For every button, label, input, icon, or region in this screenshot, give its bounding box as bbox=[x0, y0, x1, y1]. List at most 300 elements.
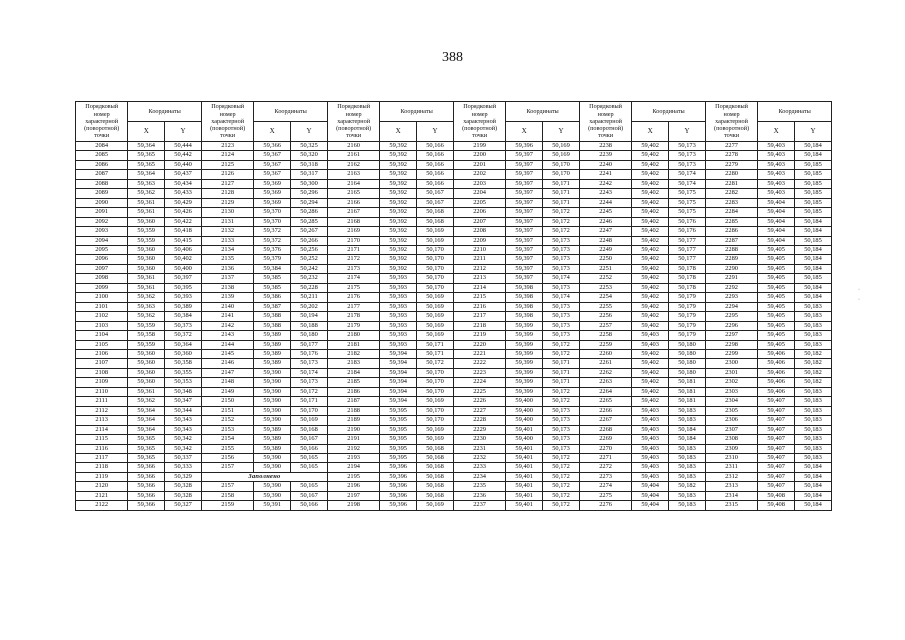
x-cell: 59,406 bbox=[758, 378, 795, 387]
y-cell: 50,168 bbox=[417, 217, 454, 226]
point-number-cell: 2283 bbox=[705, 198, 757, 207]
y-cell: 50,242 bbox=[291, 264, 328, 273]
y-cell: 50,172 bbox=[543, 340, 580, 349]
y-cell: 50,179 bbox=[669, 321, 706, 330]
point-number-cell: 2187 bbox=[327, 397, 379, 406]
x-cell: 59,385 bbox=[254, 274, 291, 283]
y-cell: 50,166 bbox=[417, 170, 454, 179]
x-cell: 59,392 bbox=[380, 208, 417, 217]
y-cell: 50,168 bbox=[291, 425, 328, 434]
x-cell: 59,397 bbox=[506, 198, 543, 207]
y-cell: 50,183 bbox=[795, 397, 832, 406]
y-cell: 50,184 bbox=[795, 482, 832, 491]
point-number-cell: 2090 bbox=[76, 198, 128, 207]
point-number-cell: 2246 bbox=[579, 217, 631, 226]
point-number-cell: 2195 bbox=[327, 472, 379, 481]
y-cell: 50,185 bbox=[795, 198, 832, 207]
point-number-cell: 2271 bbox=[579, 453, 631, 462]
x-cell: 59,392 bbox=[380, 264, 417, 273]
point-number-cell: 2160 bbox=[327, 142, 379, 151]
y-cell: 50,182 bbox=[795, 368, 832, 377]
point-number-cell: 2158 bbox=[201, 491, 253, 500]
x-cell: 59,399 bbox=[506, 387, 543, 396]
y-cell: 50,170 bbox=[417, 245, 454, 254]
point-number-cell: 2087 bbox=[76, 170, 128, 179]
x-cell: 59,389 bbox=[254, 340, 291, 349]
x-cell: 59,361 bbox=[128, 274, 165, 283]
x-cell: 59,403 bbox=[632, 472, 669, 481]
point-number-cell: 2110 bbox=[76, 387, 128, 396]
x-cell: 59,405 bbox=[758, 283, 795, 292]
point-number-cell: 2157 bbox=[201, 482, 253, 491]
y-cell: 50,183 bbox=[795, 387, 832, 396]
x-cell: 59,394 bbox=[380, 368, 417, 377]
y-cell: 50,171 bbox=[543, 179, 580, 188]
x-cell: 59,402 bbox=[632, 208, 669, 217]
y-header: Y bbox=[669, 122, 706, 142]
point-number-cell: 2092 bbox=[76, 217, 128, 226]
y-cell: 50,183 bbox=[669, 453, 706, 462]
y-cell: 50,172 bbox=[543, 491, 580, 500]
table-row bbox=[76, 359, 832, 368]
point-number-cell: 2107 bbox=[76, 359, 128, 368]
y-cell: 50,320 bbox=[291, 151, 328, 160]
point-number-cell: 2084 bbox=[76, 142, 128, 151]
point-number-cell: 2179 bbox=[327, 321, 379, 330]
point-number-cell: 2221 bbox=[453, 349, 505, 358]
point-number-cell: 2228 bbox=[453, 416, 505, 425]
x-cell: 59,404 bbox=[758, 227, 795, 236]
y-cell: 50,172 bbox=[291, 387, 328, 396]
x-cell: 59,386 bbox=[254, 293, 291, 302]
point-number-cell: 2227 bbox=[453, 406, 505, 415]
y-cell: 50,173 bbox=[543, 321, 580, 330]
point-number-cell: 2272 bbox=[579, 463, 631, 472]
x-cell: 59,402 bbox=[632, 227, 669, 236]
point-number-cell: 2174 bbox=[327, 274, 379, 283]
x-cell: 59,396 bbox=[380, 491, 417, 500]
y-cell: 50,393 bbox=[165, 293, 202, 302]
x-cell: 59,360 bbox=[128, 349, 165, 358]
y-cell: 50,395 bbox=[165, 283, 202, 292]
point-number-cell: 2213 bbox=[453, 274, 505, 283]
x-cell: 59,365 bbox=[128, 453, 165, 462]
point-number-cell: 2194 bbox=[327, 463, 379, 472]
table-row bbox=[76, 217, 832, 226]
y-cell: 50,185 bbox=[795, 236, 832, 245]
x-cell: 59,395 bbox=[380, 406, 417, 415]
x-cell: 59,405 bbox=[758, 312, 795, 321]
point-number-cell: 2305 bbox=[705, 406, 757, 415]
y-cell: 50,433 bbox=[165, 189, 202, 198]
y-cell: 50,232 bbox=[291, 274, 328, 283]
x-cell: 59,360 bbox=[128, 255, 165, 264]
x-cell: 59,390 bbox=[254, 416, 291, 425]
y-header: Y bbox=[795, 122, 832, 142]
point-number-cell: 2169 bbox=[327, 227, 379, 236]
x-cell: 59,399 bbox=[506, 340, 543, 349]
y-cell: 50,318 bbox=[291, 160, 328, 169]
x-cell: 59,407 bbox=[758, 453, 795, 462]
point-number-cell: 2105 bbox=[76, 340, 128, 349]
x-cell: 59,359 bbox=[128, 321, 165, 330]
point-number-cell: 2126 bbox=[201, 170, 253, 179]
x-cell: 59,362 bbox=[128, 293, 165, 302]
point-number-cell: 2128 bbox=[201, 189, 253, 198]
y-cell: 50,180 bbox=[669, 340, 706, 349]
y-cell: 50,170 bbox=[291, 406, 328, 415]
x-cell: 59,395 bbox=[380, 425, 417, 434]
x-cell: 59,395 bbox=[380, 453, 417, 462]
point-number-cell: 2313 bbox=[705, 482, 757, 491]
y-cell: 50,182 bbox=[795, 359, 832, 368]
x-cell: 59,407 bbox=[758, 397, 795, 406]
point-number-header: Порядковый номер характерной (поворотной) точки bbox=[453, 102, 505, 142]
x-cell: 59,401 bbox=[506, 453, 543, 462]
y-cell: 50,174 bbox=[543, 293, 580, 302]
y-cell: 50,184 bbox=[669, 425, 706, 434]
y-cell: 50,169 bbox=[417, 425, 454, 434]
y-cell: 50,181 bbox=[669, 387, 706, 396]
coordinates-header: Координаты bbox=[254, 102, 328, 122]
x-cell: 59,405 bbox=[758, 331, 795, 340]
x-cell: 59,404 bbox=[758, 217, 795, 226]
y-cell: 50,177 bbox=[669, 245, 706, 254]
y-cell: 50,183 bbox=[795, 444, 832, 453]
point-number-cell: 2287 bbox=[705, 236, 757, 245]
point-number-cell: 2249 bbox=[579, 245, 631, 254]
point-number-cell: 2096 bbox=[76, 255, 128, 264]
y-cell: 50,169 bbox=[417, 321, 454, 330]
y-cell: 50,211 bbox=[291, 293, 328, 302]
table-row bbox=[76, 189, 832, 198]
x-cell: 59,364 bbox=[128, 406, 165, 415]
table-row bbox=[76, 245, 832, 254]
point-number-cell: 2285 bbox=[705, 217, 757, 226]
point-number-cell: 2265 bbox=[579, 397, 631, 406]
point-number-cell: 2170 bbox=[327, 236, 379, 245]
y-cell: 50,294 bbox=[291, 198, 328, 207]
y-cell: 50,175 bbox=[669, 198, 706, 207]
y-cell: 50,167 bbox=[417, 189, 454, 198]
x-cell: 59,393 bbox=[380, 340, 417, 349]
point-number-cell: 2120 bbox=[76, 482, 128, 491]
y-cell: 50,171 bbox=[543, 189, 580, 198]
coordinates-header: Координаты bbox=[128, 102, 202, 122]
point-number-cell: 2190 bbox=[327, 425, 379, 434]
x-cell: 59,401 bbox=[506, 491, 543, 500]
point-number-cell: 2255 bbox=[579, 302, 631, 311]
y-cell: 50,181 bbox=[669, 378, 706, 387]
x-cell: 59,398 bbox=[506, 293, 543, 302]
x-cell: 59,365 bbox=[128, 160, 165, 169]
point-number-cell: 2113 bbox=[76, 416, 128, 425]
y-cell: 50,317 bbox=[291, 170, 328, 179]
point-number-cell: 2136 bbox=[201, 264, 253, 273]
x-cell: 59,364 bbox=[128, 416, 165, 425]
x-cell: 59,402 bbox=[632, 397, 669, 406]
point-number-cell: 2259 bbox=[579, 340, 631, 349]
point-number-cell: 2224 bbox=[453, 378, 505, 387]
x-cell: 59,403 bbox=[632, 435, 669, 444]
point-number-cell: 2306 bbox=[705, 416, 757, 425]
y-header: Y bbox=[165, 122, 202, 142]
x-cell: 59,390 bbox=[254, 482, 291, 491]
y-cell: 50,183 bbox=[795, 340, 832, 349]
y-cell: 50,327 bbox=[165, 501, 202, 510]
point-number-cell: 2268 bbox=[579, 425, 631, 434]
x-cell: 59,397 bbox=[506, 217, 543, 226]
point-number-header: Порядковый номер характерной (поворотной) точки bbox=[76, 102, 128, 142]
x-cell: 59,390 bbox=[254, 463, 291, 472]
point-number-cell: 2147 bbox=[201, 368, 253, 377]
y-cell: 50,166 bbox=[417, 142, 454, 151]
point-number-cell: 2222 bbox=[453, 359, 505, 368]
x-cell: 59,384 bbox=[254, 264, 291, 273]
table-row bbox=[76, 312, 832, 321]
margin-mark: · bbox=[858, 287, 860, 293]
point-number-cell: 2139 bbox=[201, 293, 253, 302]
point-number-cell: 2197 bbox=[327, 491, 379, 500]
x-cell: 59,397 bbox=[506, 264, 543, 273]
y-cell: 50,176 bbox=[291, 349, 328, 358]
y-cell: 50,267 bbox=[291, 227, 328, 236]
x-cell: 59,395 bbox=[380, 435, 417, 444]
y-cell: 50,178 bbox=[669, 274, 706, 283]
point-number-cell: 2133 bbox=[201, 236, 253, 245]
y-cell: 50,169 bbox=[417, 501, 454, 510]
x-cell: 59,407 bbox=[758, 425, 795, 434]
x-cell: 59,369 bbox=[254, 189, 291, 198]
point-number-cell: 2100 bbox=[76, 293, 128, 302]
point-number-cell: 2123 bbox=[201, 142, 253, 151]
point-number-cell: 2211 bbox=[453, 255, 505, 264]
x-cell: 59,403 bbox=[632, 331, 669, 340]
y-cell: 50,177 bbox=[291, 340, 328, 349]
point-number-cell: 2270 bbox=[579, 444, 631, 453]
y-cell: 50,183 bbox=[795, 321, 832, 330]
y-cell: 50,422 bbox=[165, 217, 202, 226]
point-number-cell: 2240 bbox=[579, 160, 631, 169]
y-cell: 50,183 bbox=[669, 463, 706, 472]
y-cell: 50,174 bbox=[543, 274, 580, 283]
point-number-cell: 2101 bbox=[76, 302, 128, 311]
point-number-cell: 2292 bbox=[705, 283, 757, 292]
point-number-cell: 2192 bbox=[327, 444, 379, 453]
x-cell: 59,402 bbox=[632, 179, 669, 188]
y-cell: 50,170 bbox=[417, 368, 454, 377]
y-cell: 50,182 bbox=[795, 349, 832, 358]
point-number-cell: 2288 bbox=[705, 245, 757, 254]
point-number-cell: 2117 bbox=[76, 453, 128, 462]
y-cell: 50,182 bbox=[669, 482, 706, 491]
y-cell: 50,166 bbox=[417, 179, 454, 188]
x-cell: 59,399 bbox=[506, 331, 543, 340]
point-number-cell: 2134 bbox=[201, 245, 253, 254]
table-row bbox=[76, 142, 832, 151]
point-number-cell: 2244 bbox=[579, 198, 631, 207]
x-cell: 59,360 bbox=[128, 217, 165, 226]
y-cell: 50,353 bbox=[165, 378, 202, 387]
x-cell: 59,403 bbox=[758, 160, 795, 169]
point-number-cell: 2200 bbox=[453, 151, 505, 160]
x-cell: 59,403 bbox=[632, 463, 669, 472]
point-number-cell: 2296 bbox=[705, 321, 757, 330]
x-cell: 59,362 bbox=[128, 312, 165, 321]
y-cell: 50,202 bbox=[291, 302, 328, 311]
point-number-cell: 2103 bbox=[76, 321, 128, 330]
y-cell: 50,182 bbox=[795, 378, 832, 387]
y-cell: 50,171 bbox=[543, 378, 580, 387]
point-number-cell: 2114 bbox=[76, 425, 128, 434]
y-cell: 50,184 bbox=[669, 435, 706, 444]
x-cell: 59,396 bbox=[506, 142, 543, 151]
x-cell: 59,404 bbox=[632, 482, 669, 491]
x-cell: 59,398 bbox=[506, 302, 543, 311]
x-cell: 59,392 bbox=[380, 245, 417, 254]
point-number-cell: 2207 bbox=[453, 217, 505, 226]
table-row bbox=[76, 160, 832, 169]
x-cell: 59,393 bbox=[380, 283, 417, 292]
point-number-cell: 2093 bbox=[76, 227, 128, 236]
x-cell: 59,406 bbox=[758, 387, 795, 396]
y-cell: 50,333 bbox=[165, 463, 202, 472]
y-cell: 50,170 bbox=[417, 378, 454, 387]
y-cell: 50,355 bbox=[165, 368, 202, 377]
x-cell: 59,405 bbox=[758, 264, 795, 273]
y-cell: 50,169 bbox=[417, 435, 454, 444]
point-number-cell: 2217 bbox=[453, 312, 505, 321]
page-number: 388 bbox=[442, 50, 463, 65]
table-row bbox=[76, 463, 832, 472]
y-cell: 50,166 bbox=[291, 501, 328, 510]
y-cell: 50,171 bbox=[543, 359, 580, 368]
y-cell: 50,173 bbox=[543, 444, 580, 453]
table-row bbox=[76, 179, 832, 188]
y-cell: 50,168 bbox=[417, 491, 454, 500]
y-cell: 50,171 bbox=[417, 340, 454, 349]
x-cell: 59,406 bbox=[758, 359, 795, 368]
y-cell: 50,360 bbox=[165, 349, 202, 358]
y-cell: 50,337 bbox=[165, 453, 202, 462]
y-cell: 50,183 bbox=[795, 416, 832, 425]
point-number-cell: 2088 bbox=[76, 179, 128, 188]
x-cell: 59,408 bbox=[758, 501, 795, 510]
point-number-cell: 2235 bbox=[453, 482, 505, 491]
point-number-cell: 2181 bbox=[327, 340, 379, 349]
x-cell: 59,392 bbox=[380, 227, 417, 236]
point-number-cell: 2178 bbox=[327, 312, 379, 321]
point-number-cell: 2109 bbox=[76, 378, 128, 387]
x-cell: 59,401 bbox=[506, 444, 543, 453]
y-cell: 50,176 bbox=[669, 227, 706, 236]
x-cell: 59,402 bbox=[632, 151, 669, 160]
y-cell: 50,179 bbox=[669, 312, 706, 321]
point-number-cell: 2163 bbox=[327, 170, 379, 179]
y-cell: 50,172 bbox=[543, 217, 580, 226]
x-cell: 59,396 bbox=[380, 472, 417, 481]
point-number-cell: 2243 bbox=[579, 189, 631, 198]
point-number-cell: 2260 bbox=[579, 349, 631, 358]
x-cell: 59,397 bbox=[506, 255, 543, 264]
x-cell: 59,403 bbox=[632, 340, 669, 349]
point-number-cell: 2180 bbox=[327, 331, 379, 340]
x-cell: 59,399 bbox=[506, 368, 543, 377]
y-cell: 50,397 bbox=[165, 274, 202, 283]
y-cell: 50,184 bbox=[795, 283, 832, 292]
x-cell: 59,404 bbox=[758, 236, 795, 245]
point-number-cell: 2226 bbox=[453, 397, 505, 406]
x-cell: 59,392 bbox=[380, 217, 417, 226]
y-cell: 50,184 bbox=[795, 491, 832, 500]
point-number-cell: 2241 bbox=[579, 170, 631, 179]
x-cell: 59,392 bbox=[380, 160, 417, 169]
table-row bbox=[76, 416, 832, 425]
point-number-cell: 2172 bbox=[327, 255, 379, 264]
y-header: Y bbox=[291, 122, 328, 142]
x-cell: 59,392 bbox=[380, 170, 417, 179]
x-cell: 59,393 bbox=[380, 331, 417, 340]
y-cell: 50,183 bbox=[669, 491, 706, 500]
point-number-cell: 2225 bbox=[453, 387, 505, 396]
x-cell: 59,362 bbox=[128, 189, 165, 198]
y-cell: 50,325 bbox=[291, 142, 328, 151]
y-cell: 50,165 bbox=[291, 482, 328, 491]
table-row bbox=[76, 283, 832, 292]
x-cell: 59,363 bbox=[128, 179, 165, 188]
y-cell: 50,372 bbox=[165, 331, 202, 340]
point-number-cell: 2253 bbox=[579, 283, 631, 292]
x-cell: 59,407 bbox=[758, 472, 795, 481]
point-number-cell: 2116 bbox=[76, 444, 128, 453]
x-cell: 59,389 bbox=[254, 349, 291, 358]
x-cell: 59,392 bbox=[380, 198, 417, 207]
y-cell: 50,171 bbox=[291, 397, 328, 406]
y-cell: 50,194 bbox=[291, 312, 328, 321]
point-number-cell: 2220 bbox=[453, 340, 505, 349]
x-cell: 59,390 bbox=[254, 397, 291, 406]
x-cell: 59,404 bbox=[632, 491, 669, 500]
x-cell: 59,359 bbox=[128, 227, 165, 236]
point-number-cell: 2102 bbox=[76, 312, 128, 321]
x-cell: 59,407 bbox=[758, 482, 795, 491]
point-number-cell: 2297 bbox=[705, 331, 757, 340]
y-cell: 50,183 bbox=[795, 453, 832, 462]
point-number-cell: 2273 bbox=[579, 472, 631, 481]
x-cell: 59,394 bbox=[380, 359, 417, 368]
point-number-cell: 2309 bbox=[705, 444, 757, 453]
x-cell: 59,392 bbox=[380, 179, 417, 188]
y-cell: 50,166 bbox=[417, 160, 454, 169]
y-cell: 50,173 bbox=[543, 264, 580, 273]
x-cell: 59,402 bbox=[632, 198, 669, 207]
y-cell: 50,173 bbox=[291, 359, 328, 368]
x-cell: 59,402 bbox=[632, 349, 669, 358]
x-cell: 59,405 bbox=[758, 245, 795, 254]
y-cell: 50,177 bbox=[669, 255, 706, 264]
point-number-cell: 2210 bbox=[453, 245, 505, 254]
y-cell: 50,175 bbox=[669, 208, 706, 217]
y-cell: 50,169 bbox=[417, 236, 454, 245]
table-row bbox=[76, 425, 832, 434]
x-cell: 59,402 bbox=[632, 293, 669, 302]
point-number-cell: 2277 bbox=[705, 142, 757, 151]
point-number-cell: 2257 bbox=[579, 321, 631, 330]
point-number-cell: 2233 bbox=[453, 463, 505, 472]
point-number-cell: 2167 bbox=[327, 208, 379, 217]
x-cell: 59,402 bbox=[632, 236, 669, 245]
x-cell: 59,393 bbox=[380, 302, 417, 311]
